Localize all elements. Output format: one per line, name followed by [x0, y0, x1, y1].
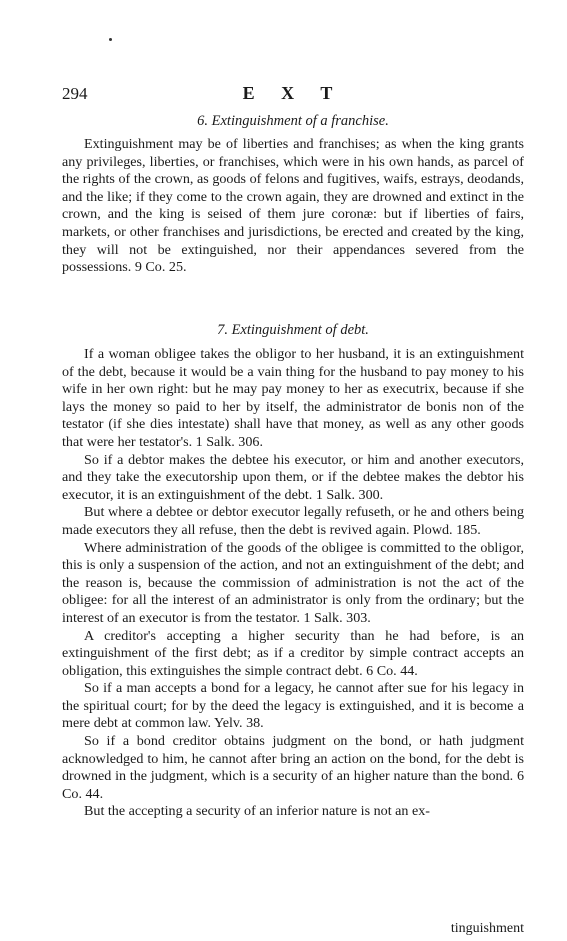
- paragraph: But where a debtee or debtor executor legally refuseth, or he and others being made executors they all refuse, then the debt is revived again. Plowd. 185.: [62, 504, 524, 538]
- running-head: E X T: [242, 83, 344, 103]
- paragraph: A creditor's accepting a higher security than he had before, is an extinguishment of the first debt; as if a creditor by simple contract accepts an obligation, this extinguishes the simple contract debt. 6 Co. 44.: [62, 627, 524, 679]
- section-title: 6. Extinguishment of a franchise.: [197, 113, 389, 129]
- paragraph: So if a man accepts a bond for a legacy, he cannot after sue for his legacy in the spiritual court; for by the deed the legacy is extinguished, and it is become a mere debt at common law. Yelv. 38.: [62, 680, 524, 732]
- section-franchise: [62, 111, 524, 277]
- paragraph: Where administration of the goods of the obligee is committed to the obligor, this is only a suspension of the action, and not an extinguishment of the debt; and the reason is, because the commission of administration is not the act of the obligee: for all the interest of an administrator is only from the ordinary; but the interest of an executor is from the testator. 1 Salk. 303.: [62, 539, 524, 626]
- paragraph: Extinguishment may be of liberties and franchises; as when the king grants any privileges, liberties, or franchises, which were in his own hands, as parcel of the rights of the crown, as goods of felons and fugitives, waifs, estrays, deodands, and the like; if they come to the crown again, they are drowned and extinct in the crown, and the king is seised of them jure coronæ: but if liberties of fairs, markets, or other franchises and jurisdictions, be erected and created by the king, they will not be extinguished, nor their appendances severed from the possessions. 9 Co. 25.: [62, 136, 524, 276]
- section-title: 7. Extinguishment of debt.: [217, 322, 369, 338]
- paragraph: So if a debtor makes the debtee his executor, or him and another executors, and they take the executorship upon them, or if the debtee makes the debtor his executor, it is an extinguishment of the debt. 1 Salk. 300.: [62, 451, 524, 503]
- page-number: 294: [62, 84, 88, 103]
- paragraph: So if a bond creditor obtains judgment on the bond, or hath judgment acknowledged to him, he cannot after bring an action on the bond, for the debt is drowned in the judgment, which is a security of an higher nature than the bond. 6 Co. 44.: [62, 733, 524, 802]
- page-header: [62, 84, 524, 106]
- catchword: tinguishment: [450, 921, 524, 936]
- ink-speck: [109, 38, 112, 41]
- section-debt: [62, 320, 524, 821]
- paragraph: If a woman obligee takes the obligor to her husband, it is an extinguishment of the debt, because it would be a vain thing for the husband to pay money to his wife in her own right: but he may pay money to her as executrix, because if she lays the money so paid to her by itself, the administrator de bonis non of the testator (if she dies intestate) shall have that money, as well as any other goods that were her testator's. 1 Salk. 306.: [62, 346, 524, 450]
- paragraph: But the accepting a security of an inferior nature is not an ex-: [84, 803, 430, 820]
